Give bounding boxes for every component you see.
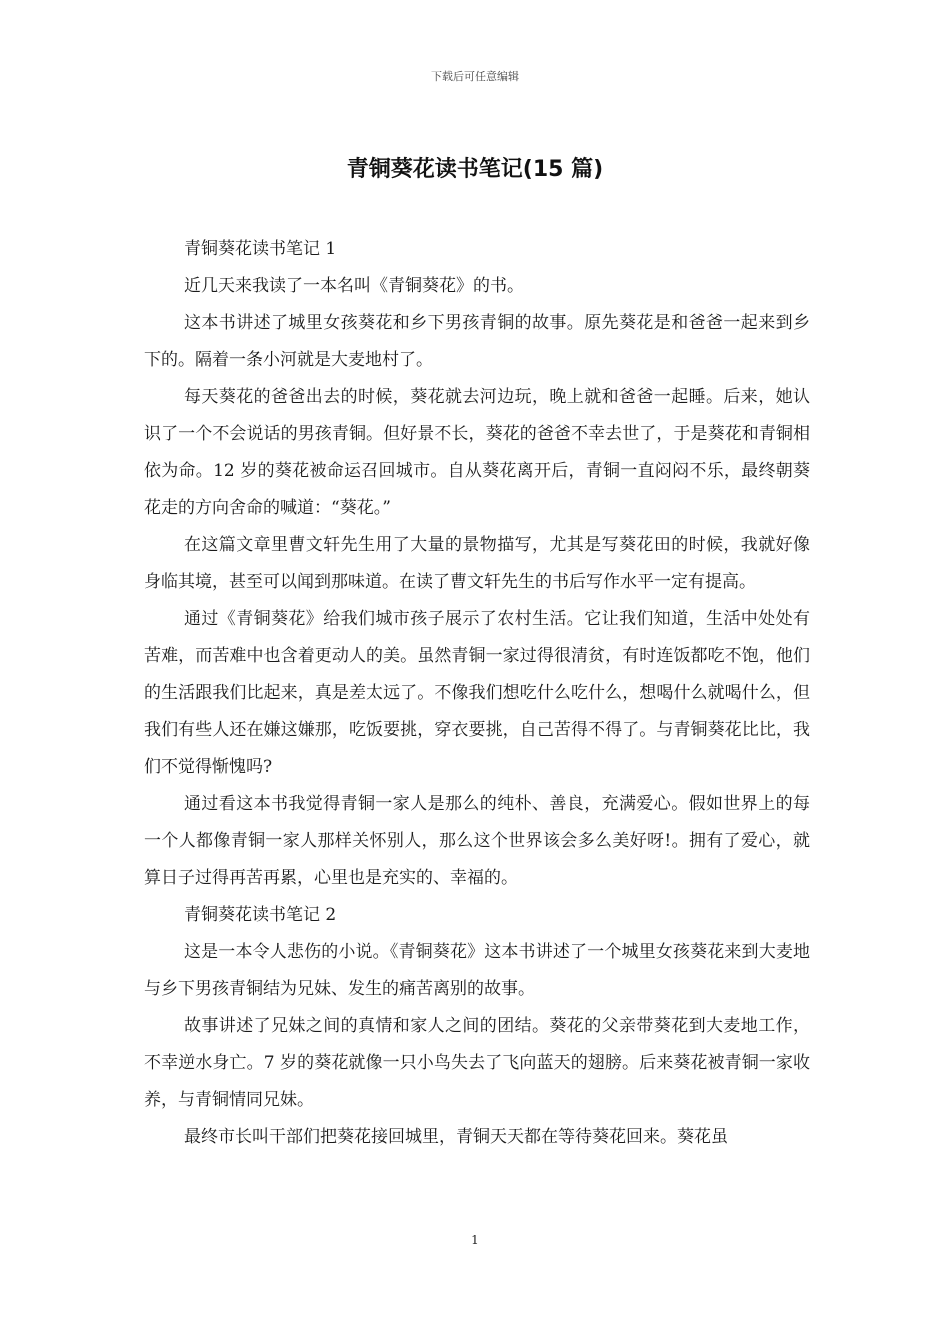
paragraph: 在这篇文章里曹文轩先生用了大量的景物描写，尤其是写葵花田的时候，我就好像身临其境，甚至可以闻到那味道。在读了曹文轩先生的书后写作水平一定有提高。 <box>144 535 810 592</box>
paragraph: 每天葵花的爸爸出去的时候，葵花就去河边玩，晚上就和爸爸一起睡。后来，她认识了一个不会说话的男孩青铜。但好景不长，葵花的爸爸不幸去世了，于是葵花和青铜相依为命。12 岁的葵花被命运召回城市。自从葵花离开后，青铜一直闷闷不乐，最终朝葵花走的方向舍命的喊道：“葵花。” <box>144 387 810 518</box>
document-title: 青铜葵花读书笔记(15 篇) <box>346 157 604 182</box>
section-heading-2: 青铜葵花读书笔记 2 <box>184 905 337 925</box>
paragraph: 故事讲述了兄妹之间的真情和家人之间的团结。葵花的父亲带葵花到大麦地工作，不幸逆水身亡。7 岁的葵花就像一只小鸟失去了飞向蓝天的翅膀。后来葵花被青铜一家收养，与青铜情同兄妹。 <box>144 1016 810 1110</box>
document-body <box>144 231 810 1156</box>
paragraph: 这是一本令人悲伤的小说。《青铜葵花》这本书讲述了一个城里女孩葵花来到大麦地与乡下男孩青铜结为兄妹、发生的痛苦离别的故事。 <box>144 942 810 999</box>
paragraph: 通过看这本书我觉得青铜一家人是那么的纯朴、善良，充满爱心。假如世界上的每一个人都像青铜一家人那样关怀别人，那么这个世界该会多么美好呀!。拥有了爱心，就算日子过得再苦再累，心里也是充实的、幸福的。 <box>144 794 810 888</box>
paragraph: 这本书讲述了城里女孩葵花和乡下男孩青铜的故事。原先葵花是和爸爸一起来到乡下的。隔着一条小河就是大麦地村了。 <box>144 313 810 370</box>
paragraph: 最终市长叫干部们把葵花接回城里，青铜天天都在等待葵花回来。葵花虽 <box>184 1127 728 1147</box>
paragraph: 通过《青铜葵花》给我们城市孩子展示了农村生活。它让我们知道，生活中处处有苦难，而苦难中也含着更动人的美。虽然青铜一家过得很清贫，有时连饭都吃不饱，他们的生活跟我们比起来，真是差太远了。不像我们想吃什么吃什么，想喝什么就喝什么，但我们有些人还在嫌这嫌那，吃饭要挑，穿衣要挑，自己苦得不得了。与青铜葵花比比，我们不觉得惭愧吗? <box>144 609 810 777</box>
page-number: 1 <box>471 1233 479 1247</box>
paragraph: 近几天来我读了一本名叫《青铜葵花》的书。 <box>184 276 524 296</box>
page-header-note: 下载后可任意编辑 <box>431 70 519 83</box>
section-heading-1: 青铜葵花读书笔记 1 <box>184 239 337 259</box>
